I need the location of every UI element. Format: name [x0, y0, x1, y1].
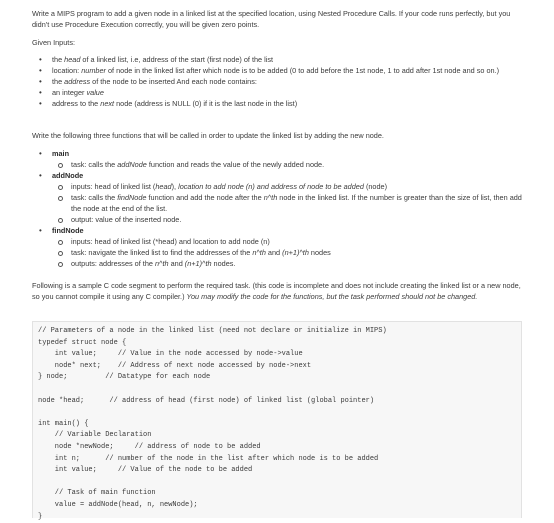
- instruction-paragraph: Write the following three functions that will be called in order to update the linked list by adding the new node.: [32, 131, 384, 140]
- function-name: • addNode: [52, 171, 84, 180]
- intro-paragraph: Write a MIPS program to add a given node in a linked list at the specified location, using Nested Procedure Calls. If your code runs perfectly, but you didn't use Procedure Execution correctly, you will be given zero points.: [32, 9, 511, 29]
- function-inputs: inputs: head of linked list (head), location to add node (n) and address of node to be added (node): [52, 181, 522, 192]
- list-item: • the head of a linked list, i.e, address of the start (first node) of the list: [32, 54, 522, 65]
- code-text: // Parameters of a node in the linked list (need not declare or initialize in MIPS) typedef struct node { int value; // Value in the node accessed by node->value node* next; // Address of next node accessed by node->next } node; // Datatype for each node node *head; // address of head (first node) of linked list (global pointer) int main() { // Variable Declaration node *newNode; // address of node to be added int n; // number of the node in the list after which node is to be added int value; // Value of the node to be added // Task of main function value = addNode(head, n, newNode); }: [38, 327, 387, 521]
- given-inputs-heading: Given Inputs:: [32, 38, 75, 47]
- sample-paragraph: Following is a sample C code segment to perform the required task. (this code is incomplete and does not include creating the linked list or a new node, so you cannot compile it using any C compiler.) You may modify the code for the functions, but the task performed should not be changed.: [32, 281, 521, 301]
- functions-list: [32, 148, 522, 269]
- list-item: • address to the next node (address is NULL (0) if it is the last node in the list): [32, 98, 522, 109]
- list-item: • location: number of node in the linked list after which node is to be added (0 to add before the 1st node, 1 to add after 1st node and so on.): [32, 65, 522, 76]
- list-item: • the address of the node to be inserted And each node contains:: [32, 76, 522, 87]
- function-main: [32, 148, 522, 170]
- function-task: task: calls the addNode function and reads the value of the newly added node.: [52, 159, 522, 170]
- function-addnode: [32, 170, 522, 225]
- code-block: [32, 321, 522, 521]
- function-outputs: outputs: addresses of the n^th and (n+1)^th nodes.: [52, 258, 522, 269]
- given-inputs-list: [32, 54, 522, 109]
- function-name: • findNode: [52, 226, 84, 235]
- function-task: task: navigate the linked list to find the addresses of the n^th and (n+1)^th nodes: [52, 247, 522, 258]
- function-inputs: inputs: head of linked list (*head) and location to add node (n): [52, 236, 522, 247]
- list-item: • an integer value: [32, 87, 522, 98]
- function-output: output: value of the inserted node.: [52, 214, 522, 225]
- function-findnode: [32, 225, 522, 269]
- function-name: • main: [52, 149, 70, 158]
- function-task: task: calls the findNode function and add the node after the n^th node in the linked list. If the number is greater than the size of list, then add the node at the end of the list.: [52, 192, 522, 214]
